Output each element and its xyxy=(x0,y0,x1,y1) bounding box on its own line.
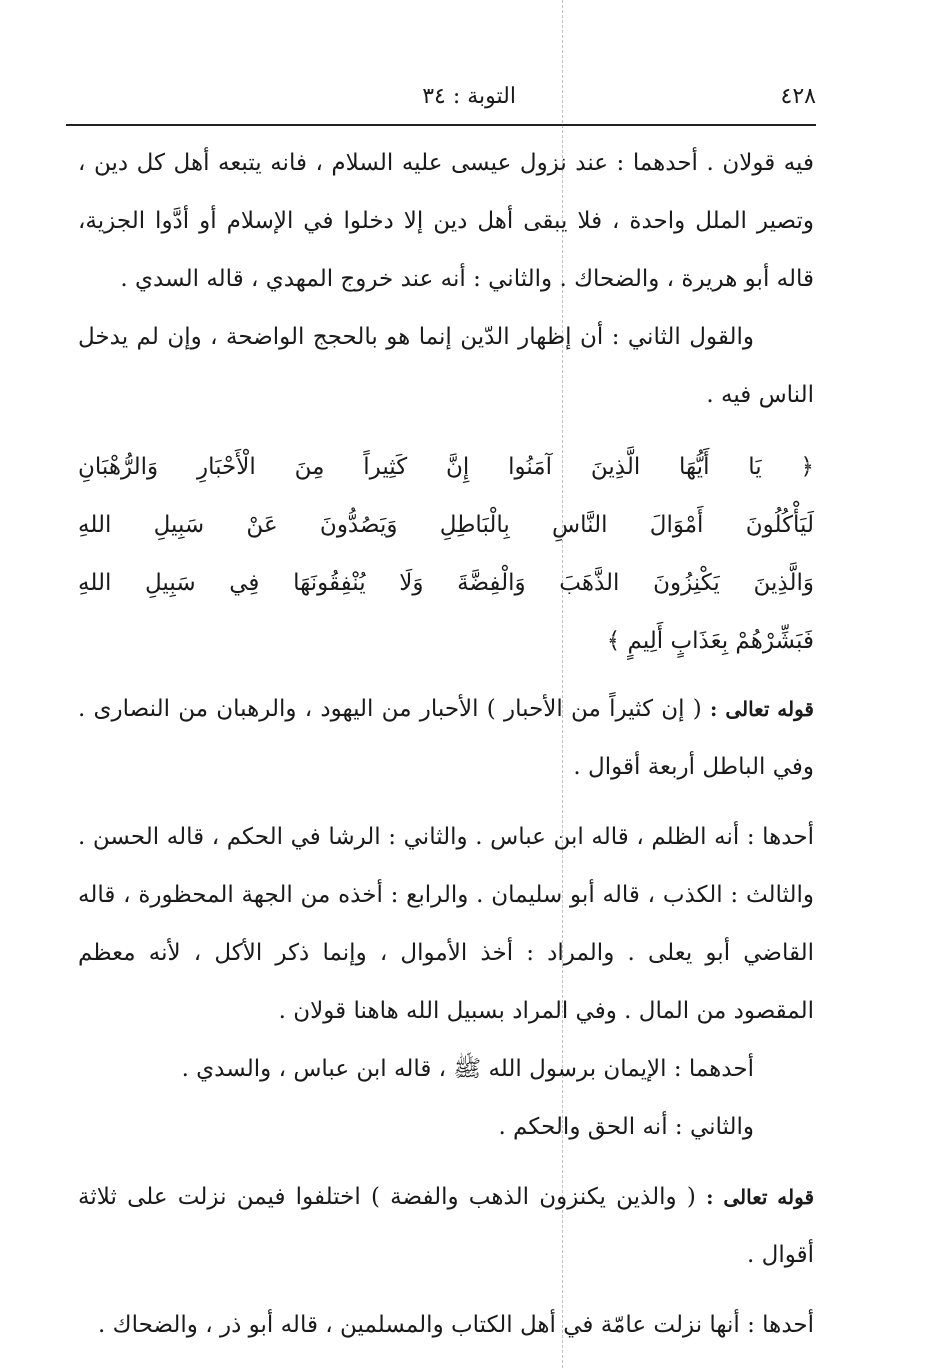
section-text: ( إن كثيراً من الأحبار ) الأحبار من اليهود ، والرهبان من النصارى . وفي الباطل أربعة أقوال . xyxy=(78,696,814,780)
page-number: ٤٢٨ xyxy=(780,84,816,109)
section-heading: قوله تعالى : xyxy=(706,1185,815,1209)
paragraph-3: أحدها : أنه الظلم ، قاله ابن عباس . والثاني : الرشا في الحكم ، قاله الحسن . والثالث : الكذب ، قاله أبو سليمان . والرابع : أخذه من الجهة المحظورة ، قاله القاضي أبو يعلى . والمراد : أخذ الأموال ، وإنما ذكر الأكل ، لأنه معظم المقصود من المال . وفي المراد بسبيل الله هاهنا قولان . xyxy=(78,824,814,1024)
paragraph-1: فيه قولان . أحدهما : عند نزول عيسى عليه السلام ، فانه يتبعه أهل كل دين ، وتصير الملل واحدة ، فلا يبقى أهل دين إلا دخلوا في الإسلام أو أدَّوا الجزية، قاله أبو هريرة ، والضحاك . والثاني : أنه عند خروج المهدي ، قاله السدي . xyxy=(78,150,814,292)
paragraph-2: والقول الثاني : أن إظهار الدّين إنما هو بالحجج الواضحة ، وإن لم يدخل الناس فيه . xyxy=(78,324,814,408)
verse-line: ﴿ يَا أَيُّهَا الَّذِينَ آمَنُوا إِنَّ كَثِيراً مِنَ الْأَحْبَارِ وَالرُّهْبَانِ xyxy=(78,454,814,480)
section-text: ( والذين يكنزون الذهب والفضة ) اختلفوا فيمن نزلت على ثلاثة أقوال . xyxy=(78,1184,814,1268)
header-rule xyxy=(66,124,816,126)
commentary-paragraph-2 xyxy=(78,1168,814,1284)
verse-line: فَبَشِّرْهُمْ بِعَذَابٍ أَلِيمٍ ﴾ xyxy=(606,628,814,654)
page-header xyxy=(66,80,816,120)
paragraph-5: والثاني : أنه الحق والحكم . xyxy=(498,1114,754,1140)
quran-verse xyxy=(78,438,814,670)
section-heading: قوله تعالى : xyxy=(710,697,814,721)
page-body xyxy=(78,134,814,1354)
commentary-paragraph-1 xyxy=(78,680,814,796)
paragraph-4: أحدهما : الإيمان برسول الله ﷺ ، قاله ابن عباس ، والسدي . xyxy=(181,1056,754,1082)
running-head: التوبة : ٣٤ xyxy=(422,84,516,109)
verse-line: وَالَّذِينَ يَكْنِزُونَ الذَّهَبَ وَالْفِضَّةَ وَلَا يُنْفِقُونَهَا فِي سَبِيلِ اللهِ xyxy=(78,570,814,596)
paragraph-6: أحدها : أنها نزلت عامّة في أهل الكتاب والمسلمين ، قاله أبو ذر ، والضحاك . xyxy=(98,1312,814,1338)
verse-line: لَيَأْكُلُونَ أَمْوَالَ النَّاسِ بِالْبَاطِلِ وَيَصُدُّونَ عَنْ سَبِيلِ اللهِ xyxy=(78,512,814,538)
